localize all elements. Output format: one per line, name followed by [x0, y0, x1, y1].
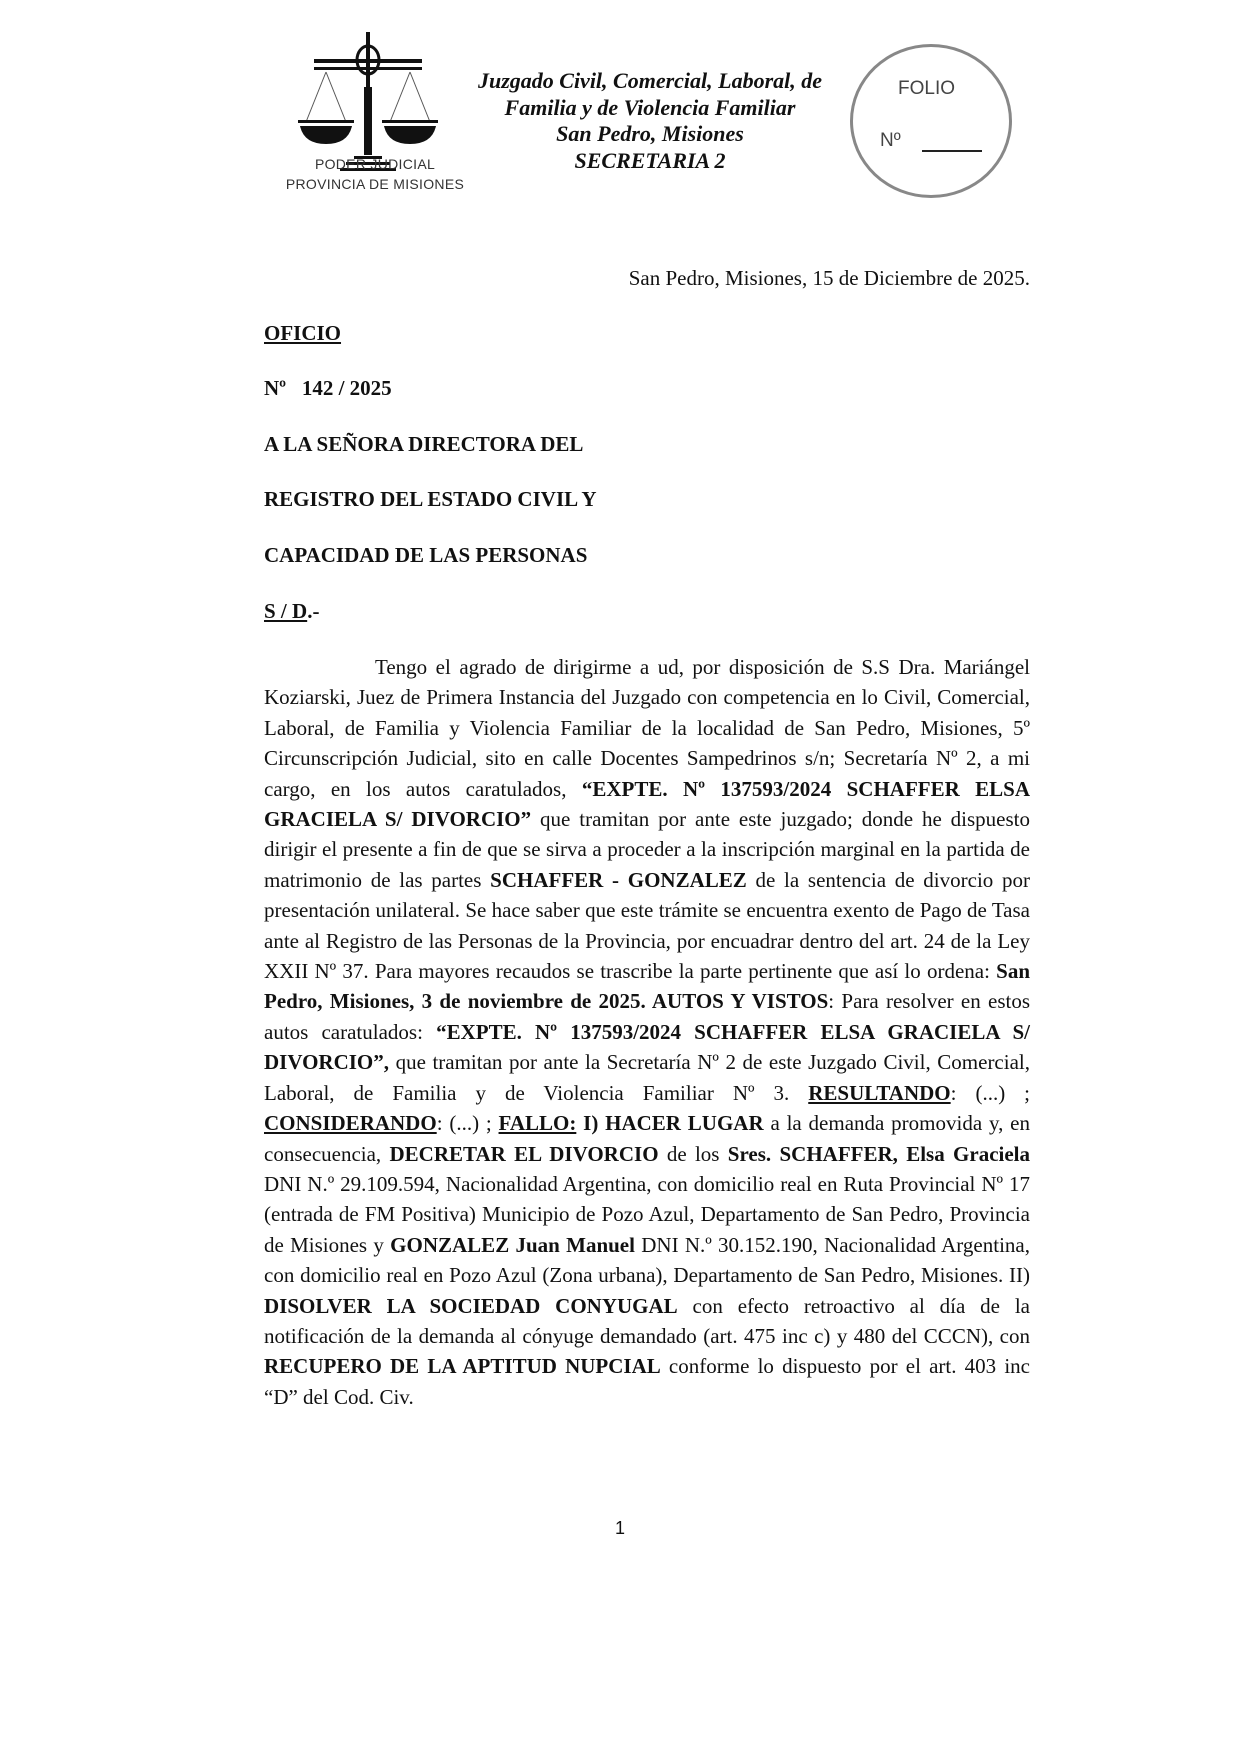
body-text-segment: de la sentencia de divorcio por presentación unilateral. Se hace saber que este trámite se encuentra exento de Pago de Tasa ante al Registro de las Personas de la Provincia, por encuadrar dentro del art. 24 de la Ley XXII Nº 37. Para mayores recaudos se trascribe la parte pertinente que así lo ordena: — [264, 867, 1030, 984]
logo-text-provincia: PROVINCIA DE MISIONES — [285, 176, 465, 192]
body-text-segment: de los — [658, 1141, 728, 1166]
addressee-line: A LA SEÑORA DIRECTORA DEL — [264, 432, 584, 456]
body-text-segment: CONSIDERANDO — [264, 1111, 437, 1136]
body-text-segment: conforme lo dispuesto por el art. 403 inc “D” del Cod. Civ. — [264, 1354, 1030, 1409]
sd-suffix: .- — [307, 599, 320, 623]
body-text-segment: Tengo el agrado de dirigirme a ud, por disposición de S.S Dra. Mariángel Koziarski, Juez de Primera Instancia del Juzgado con competencia en lo Civil, Comercial, Laboral, de Familia y Violencia Familiar de la localidad de San Pedro, Misiones, 5º Circunscripción Judicial, sito en calle Docentes Sampedrinos s/n; Secretaría Nº 2, a mi cargo, en los autos caratulados, — [264, 655, 1030, 801]
page-number: 1 — [614, 1518, 625, 1538]
poder-judicial-scales-logo — [296, 32, 456, 197]
court-header-line: San Pedro, Misiones — [556, 121, 744, 146]
body-text-segment: “EXPTE. Nº 137593/2024 SCHAFFER ELSA GRACIELA S/ DIVORCIO”, — [264, 1019, 1030, 1075]
body-text-segment: RESULTANDO — [808, 1080, 951, 1105]
body-text-segment: : Para resolver en estos autos caratulados: — [264, 989, 1030, 1044]
body-text-segment: DNI N.º 29.109.594, Nacionalidad Argentina, con domicilio real en Ruta Provincial Nº 17 (entrada de FM Positiva) Municipio de Pozo Azul, Departamento de San Pedro, Provincia de Misiones y — [264, 1171, 1030, 1257]
folio-number-blank — [922, 150, 982, 152]
logo-text-poder-judicial: PODER JUDICIAL — [314, 156, 436, 172]
folio-number-label: Nº — [880, 130, 901, 151]
body-text-segment: a la demanda promovida y, en consecuencia, — [264, 1111, 1030, 1166]
folio-stamp — [850, 44, 1012, 198]
body-text-segment: FALLO: — [498, 1111, 577, 1136]
sd-text: S / D — [264, 599, 308, 623]
addressee-line: REGISTRO DEL ESTADO CIVIL Y — [264, 487, 597, 511]
court-header-line: SECRETARIA 2 — [574, 147, 726, 173]
oficio-title: OFICIO — [264, 321, 342, 345]
body-text-segment: San Pedro, Misiones, 3 de noviembre de 2025. AUTOS Y VISTOS — [264, 959, 1030, 1014]
court-header — [470, 68, 830, 174]
body-text-segment: que tramitan por ante la Secretaría Nº 2 de este Juzgado Civil, Comercial, Laboral, de Familia y de Violencia Familiar Nº 3. — [264, 1050, 1030, 1105]
body-text-segment: DISOLVER LA SOCIEDAD CONYUGAL — [264, 1293, 678, 1318]
addressee-line: CAPACIDAD DE LAS PERSONAS — [264, 543, 588, 567]
body-text-segment: “EXPTE. Nº 137593/2024 SCHAFFER ELSA GRACIELA S/ DIVORCIO” — [264, 776, 1030, 832]
body-text-segment: GONZALEZ Juan Manuel — [390, 1232, 635, 1257]
body-text-segment: RECUPERO DE LA APTITUD NUPCIAL — [264, 1354, 661, 1379]
body-text-segment: : (...) ; — [950, 1080, 1031, 1105]
body-paragraph — [264, 652, 1030, 1412]
body-text-segment: SCHAFFER - GONZALEZ — [490, 867, 747, 892]
sd-line — [264, 599, 319, 624]
body-text-segment: : (...) ; — [436, 1111, 499, 1136]
oficio-number: Nº 142 / 2025 — [264, 376, 392, 400]
court-header-line: Familia y de Violencia Familiar — [504, 94, 796, 120]
body-text-segment: con efecto retroactivo al día de la notificación de la demanda al cónyuge demandado (art. 475 inc c) y 480 del CCCN), con — [264, 1293, 1031, 1348]
document-date: San Pedro, Misiones, 15 de Diciembre de 2025. — [628, 266, 1030, 290]
body-text-segment: Sres. SCHAFFER, Elsa Graciela — [727, 1141, 1030, 1166]
body-text-segment: DNI N.º 30.152.190, Nacionalidad Argentina, con domicilio real en Pozo Azul (Zona urbana), Departamento de San Pedro, Misiones. II) — [264, 1232, 1030, 1288]
court-header-line: Juzgado Civil, Comercial, Laboral, de — [477, 68, 823, 93]
body-text-segment: I) HACER LUGAR — [576, 1111, 764, 1136]
folio-label: FOLIO — [898, 78, 956, 99]
body-text-segment: DECRETAR EL DIVORCIO — [389, 1141, 659, 1166]
body-text-segment: que tramitan por ante este juzgado; donde he dispuesto dirigir el presente a fin de que se sirva a proceder a la inscripción marginal en la partida de matrimonio de las partes — [264, 807, 1031, 892]
